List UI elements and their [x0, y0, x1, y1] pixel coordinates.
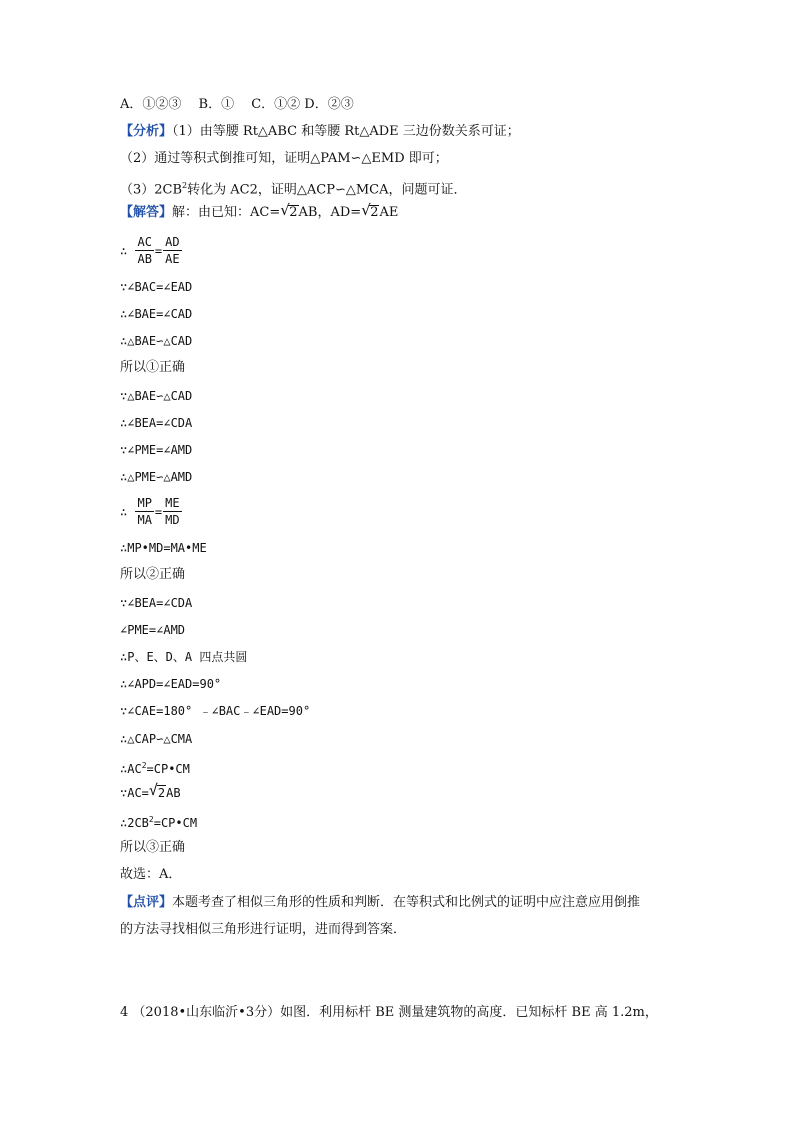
conclusion-line: 所以②正确	[120, 567, 186, 582]
superscript: 2	[148, 815, 154, 824]
conclusion-line: 所以③正确	[120, 840, 186, 855]
next-question: 4 （2018•山东临沂•3分）如图．利用标杆 BE 测量建筑物的高度．已知标杆 BE 高 1.2m，	[120, 1005, 658, 1020]
sqrt-symbol: √ 2	[148, 781, 166, 800]
step-line: ∴△CAP∽△CMA	[120, 732, 193, 746]
step-line: ∴△PME∽△AMD	[120, 470, 193, 484]
comment-line-2: 的方法寻找相似三角形进行证明，进而得到答案．	[120, 922, 407, 937]
fraction-equation-1	[120, 234, 183, 267]
step-line: ∠PME=∠AMD	[120, 623, 186, 637]
denominator: AB	[137, 252, 152, 266]
step-line: ∴P、E、D、A 四点共圆	[120, 650, 248, 664]
step-text: ∵AC=	[120, 786, 149, 800]
equals-sign: =	[154, 504, 163, 519]
step-line	[120, 758, 190, 777]
superscript: 2	[182, 181, 188, 190]
fraction	[135, 495, 153, 528]
sqrt-radicand: 2	[370, 205, 379, 220]
solution-tag: 【解答】	[120, 205, 173, 220]
numerator: MP	[137, 496, 152, 510]
step-line	[120, 812, 197, 831]
step-line: ∵∠BEA=∠CDA	[120, 596, 193, 610]
sqrt-radicand: 2	[157, 786, 166, 800]
step-text: =CP•CM	[146, 762, 190, 776]
step-text: ∴AC	[120, 762, 142, 776]
analysis-tag: 【分析】	[120, 124, 173, 139]
numerator: AC	[137, 235, 152, 249]
sqrt-symbol: √ 2	[280, 201, 298, 220]
analysis-line-3	[120, 178, 467, 198]
analysis-text-1: （1）由等腰 Rt△ABC 和等腰 Rt△ADE 三边份数关系可证；	[172, 124, 520, 139]
step-line: ∴∠BEA=∠CDA	[120, 416, 193, 430]
solution-mid: AB，AD=	[298, 205, 362, 220]
answer-line: 故选：A．	[120, 867, 182, 882]
step-line: ∴∠APD=∠EAD=90°	[120, 677, 222, 691]
fraction-equation-2	[120, 495, 183, 528]
step-line: ∵∠BAC=∠EAD	[120, 280, 193, 294]
options-line: A．①②③ B．① C．①② D．②③	[120, 97, 354, 112]
analysis-text-3a: （3）2CB	[120, 182, 183, 198]
step-text: =CP•CM	[153, 816, 198, 830]
fraction	[163, 234, 181, 267]
step-line: ∴MP•MD=MA•ME	[120, 541, 207, 555]
conclusion-line: 所以①正确	[120, 360, 186, 375]
analysis-line-1	[120, 124, 520, 140]
denominator: AE	[165, 252, 180, 266]
solution-line	[120, 201, 399, 221]
analysis-line-2: （2）通过等积式倒推可知，证明△PAM∽△EMD 即可；	[120, 151, 448, 166]
comment-tag: 【点评】	[120, 895, 173, 910]
analysis-text-3b: 转化为 AC2，证明△ACP∽△MCA，问题可证．	[187, 182, 467, 198]
comment-text-1: 本题考查了相似三角形的性质和判断．在等积式和比例式的证明中应注意应用倒推	[172, 895, 641, 910]
solution-end: AE	[379, 205, 399, 220]
comment-line-1	[120, 895, 640, 911]
numerator: AD	[165, 235, 180, 249]
step-line: ∵∠CAE=180° ﹣∠BAC﹣∠EAD=90°	[120, 704, 311, 718]
numerator: ME	[165, 496, 180, 510]
sqrt-symbol: √ 2	[361, 201, 379, 220]
solution-intro: 解：由已知：AC=	[172, 205, 281, 220]
step-line: ∴∠BAE=∠CAD	[120, 307, 193, 321]
fraction	[135, 234, 153, 267]
sqrt-radicand: 2	[289, 205, 298, 220]
superscript: 2	[141, 761, 147, 770]
denominator: MD	[165, 513, 180, 527]
step-text: ∴2CB	[120, 816, 149, 830]
denominator: MA	[137, 513, 152, 527]
step-line: ∵∠PME=∠AMD	[120, 443, 193, 457]
step-line: ∴△BAE∽△CAD	[120, 334, 193, 348]
step-text: AB	[166, 786, 181, 800]
step-line: ∵△BAE∽△CAD	[120, 389, 193, 403]
equals-sign: =	[154, 243, 163, 258]
therefore-symbol: ∴	[120, 504, 128, 519]
fraction	[163, 495, 181, 528]
step-line	[120, 781, 181, 801]
therefore-symbol: ∴	[120, 243, 128, 258]
